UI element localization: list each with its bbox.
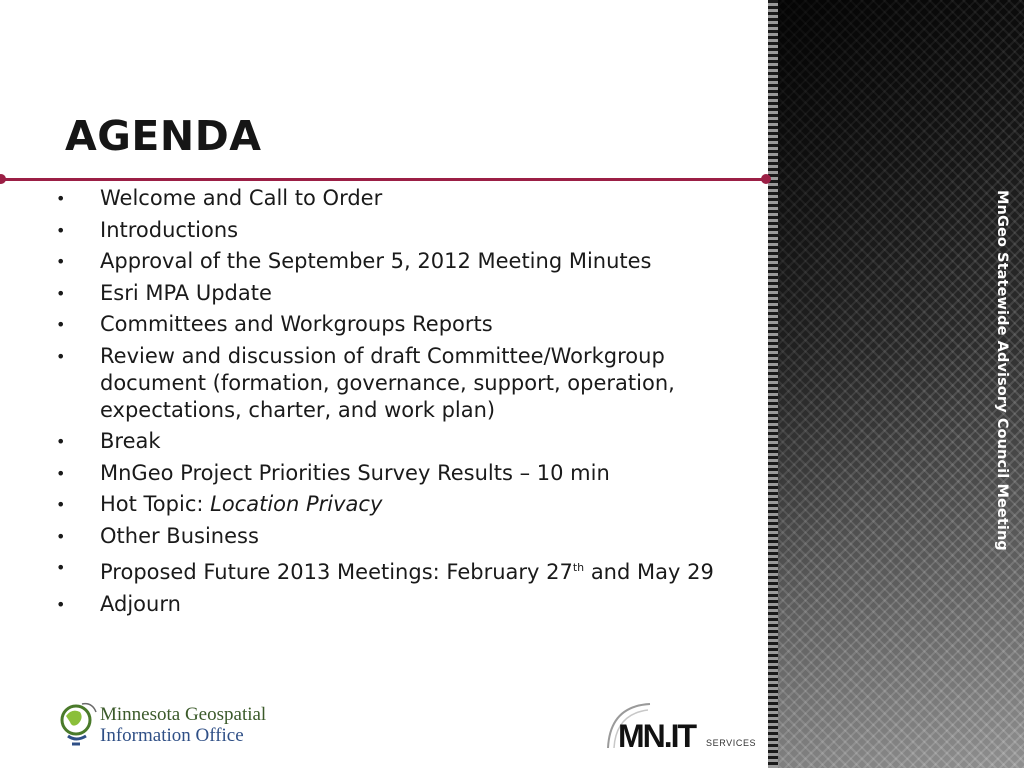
bullet-icon: •	[56, 283, 66, 303]
mnit-logo	[604, 700, 764, 756]
bullet-icon: •	[56, 432, 66, 451]
agenda-item: • Adjourn	[56, 591, 181, 616]
agenda-item: • Committees and Workgroups Reports	[56, 312, 493, 336]
agenda-item: • Other Business	[56, 523, 259, 548]
agenda-item: • Approval of the September 5, 2012 Meeting Minutes	[56, 249, 652, 273]
agenda-item: • Review and discussion of draft Committee/Workgroup document (formation, governance, support, operation, expectations, charter, and work plan)	[56, 343, 675, 422]
bullet-icon: •	[56, 463, 66, 483]
mngeo-globe-icon	[58, 698, 100, 754]
bullet-icon: •	[56, 558, 66, 577]
side-panel-edge	[768, 0, 778, 768]
bullet-icon: •	[56, 252, 66, 271]
divider-dot-left	[0, 174, 6, 184]
mngeo-logo-line2: Information Office	[100, 725, 244, 746]
title-divider	[0, 178, 768, 181]
decorative-side-panel	[768, 0, 1024, 768]
agenda-item: • Introductions	[56, 217, 239, 242]
agenda-item: • Break	[56, 429, 161, 453]
bullet-icon: •	[56, 189, 66, 208]
mngeo-logo	[58, 698, 268, 754]
divider-dot-right	[761, 174, 771, 184]
hot-topic-emphasis: Location Privacy	[210, 492, 383, 516]
bullet-icon: •	[56, 594, 66, 614]
bullet-icon: •	[56, 220, 66, 240]
agenda-item-future-meetings: • Proposed Future 2013 Meetings: February 27th and May 29	[56, 554, 756, 586]
bullet-icon: •	[56, 346, 66, 366]
side-title: MnGeo Statewide Advisory Council Meeting	[994, 190, 1010, 551]
agenda-item: • Welcome and Call to Order	[56, 186, 383, 210]
bullet-icon: •	[56, 315, 66, 334]
slide-title: AGENDA	[65, 112, 262, 160]
agenda-list	[56, 185, 756, 622]
agenda-item: • Esri MPA Update	[56, 280, 272, 305]
mnit-wordmark: MN.IT	[618, 718, 696, 754]
bullet-icon: •	[56, 495, 66, 514]
agenda-item-hot-topic: • Hot Topic: Location Privacy	[56, 492, 383, 516]
mngeo-logo-line1: Minnesota Geospatial	[100, 704, 267, 725]
bullet-icon: •	[56, 526, 66, 546]
agenda-item: • MnGeo Project Priorities Survey Results – 10 min	[56, 460, 610, 485]
mnit-services-label: SERVICES	[706, 738, 757, 748]
